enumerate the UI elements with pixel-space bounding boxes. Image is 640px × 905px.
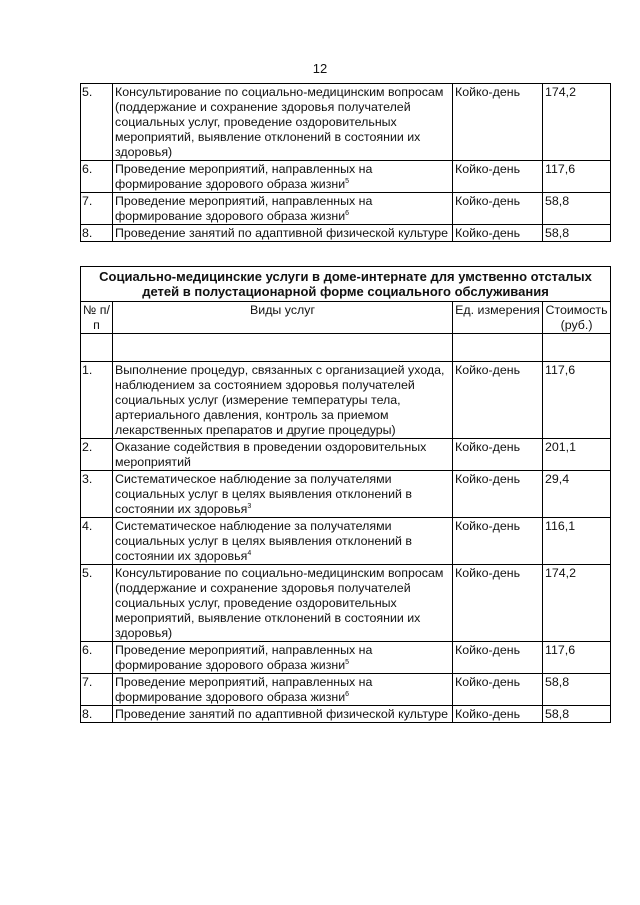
cell-price: 29,4 bbox=[543, 471, 611, 518]
cell-price: 174,2 bbox=[543, 84, 611, 161]
cell-price: 116,1 bbox=[543, 518, 611, 565]
cell-num: 1. bbox=[81, 362, 113, 439]
cell-service-name: Выполнение процедур, связанных с организацией ухода, наблюдением за состоянием здоровья получателей социальных услуг (измерение температуры тела, артериального давления, контроль за приемом лекарственных препаратов и другие процедуры) bbox=[113, 362, 453, 439]
cell-price: 117,6 bbox=[543, 161, 611, 193]
cell-unit: Койко-день bbox=[453, 439, 543, 471]
cell-unit: Койко-день bbox=[453, 84, 543, 161]
cell-unit: Койко-день bbox=[453, 471, 543, 518]
cell-num: 7. bbox=[81, 193, 113, 225]
table-row bbox=[81, 642, 611, 674]
cell-price: 117,6 bbox=[543, 642, 611, 674]
cell-price: 58,8 bbox=[543, 193, 611, 225]
cell-unit: Койко-день bbox=[453, 161, 543, 193]
page-number: 12 bbox=[312, 61, 328, 76]
cell-price: 58,8 bbox=[543, 706, 611, 723]
cell-service-name: Проведение мероприятий, направленных на формирование здорового образа жизни$^6$ bbox=[113, 193, 453, 225]
cell-num: 2. bbox=[81, 439, 113, 471]
services-table-day-care bbox=[80, 266, 611, 723]
cell-num: 4. bbox=[81, 518, 113, 565]
table-row bbox=[81, 706, 611, 723]
footnote-marker: 6 bbox=[345, 690, 350, 698]
cell-service-name: Проведение мероприятий, направленных на формирование здорового образа жизни$^5$ bbox=[113, 642, 453, 674]
cell-price: 174,2 bbox=[543, 565, 611, 642]
cell-service-name: Консультирование по социально-медицинским вопросам (поддержание и сохранение здоровья получателей социальных услуг, проведение оздоровительных мероприятий, выявление отклонений в состоянии их здоровья) bbox=[113, 565, 453, 642]
table-row bbox=[81, 193, 611, 225]
footnote-marker: 4 bbox=[247, 549, 252, 557]
header-unit: Ед. измерения bbox=[453, 302, 543, 334]
cell-num: 3. bbox=[81, 471, 113, 518]
cell-unit: Койко-день bbox=[453, 565, 543, 642]
header-price: Стоимость (руб.) bbox=[543, 302, 611, 334]
cell-price: 201,1 bbox=[543, 439, 611, 471]
cell-num: 6. bbox=[81, 161, 113, 193]
table-header-row bbox=[81, 302, 611, 334]
table-row bbox=[81, 518, 611, 565]
cell-num: 8. bbox=[81, 706, 113, 723]
cell-service-name: Систематическое наблюдение за получателями социальных услуг в целях выявления отклонений в состоянии их здоровья$^4$ bbox=[113, 518, 453, 565]
cell-num: 5. bbox=[81, 84, 113, 161]
cell-service-name: Проведение занятий по адаптивной физической культуре bbox=[113, 225, 453, 242]
table-row bbox=[81, 674, 611, 706]
cell-service-name: Консультирование по социально-медицинским вопросам (поддержание и сохранение здоровья получателей социальных услуг, проведение оздоровительных мероприятий, выявление отклонений в состоянии их здоровья) bbox=[113, 84, 453, 161]
table-title-row bbox=[81, 267, 611, 302]
cell-num: 6. bbox=[81, 642, 113, 674]
cell-unit: Койко-день bbox=[453, 642, 543, 674]
cell-unit: Койко-день bbox=[453, 706, 543, 723]
cell-service-name: Проведение занятий по адаптивной физической культуре bbox=[113, 706, 453, 723]
cell-service-name: Систематическое наблюдение за получателями социальных услуг в целях выявления отклонений в состоянии их здоровья$^3$ bbox=[113, 471, 453, 518]
cell-unit: Койко-день bbox=[453, 674, 543, 706]
table-row bbox=[81, 161, 611, 193]
table-row bbox=[81, 84, 611, 161]
cell-num: 8. bbox=[81, 225, 113, 242]
footnote-marker: 5 bbox=[345, 658, 350, 666]
cell-price: 58,8 bbox=[543, 225, 611, 242]
header-name: Виды услуг bbox=[113, 302, 453, 334]
cell-price: 117,6 bbox=[543, 362, 611, 439]
cell-price: 58,8 bbox=[543, 674, 611, 706]
footnote-marker: 3 bbox=[247, 502, 252, 510]
table-row bbox=[81, 225, 611, 242]
footnote-marker: 5 bbox=[345, 177, 350, 185]
cell-unit: Койко-день bbox=[453, 193, 543, 225]
cell-num: 7. bbox=[81, 674, 113, 706]
cell-num: 5. bbox=[81, 565, 113, 642]
services-table-continued bbox=[80, 83, 611, 242]
table-spacer-row bbox=[81, 334, 611, 362]
header-num: № п/п bbox=[81, 302, 113, 334]
table-row bbox=[81, 565, 611, 642]
table-row bbox=[81, 439, 611, 471]
cell-service-name: Проведение мероприятий, направленных на формирование здорового образа жизни$^5$ bbox=[113, 161, 453, 193]
cell-service-name: Оказание содействия в проведении оздоровительных мероприятий bbox=[113, 439, 453, 471]
cell-service-name: Проведение мероприятий, направленных на формирование здорового образа жизни$^6$ bbox=[113, 674, 453, 706]
table-row bbox=[81, 471, 611, 518]
table-title: Социально-медицинские услуги в доме-интернате для умственно отсталых детей в полустационарной форме социального обслуживания bbox=[81, 267, 611, 302]
cell-unit: Койко-день bbox=[453, 225, 543, 242]
footnote-marker: 6 bbox=[345, 209, 350, 217]
table-row bbox=[81, 362, 611, 439]
cell-unit: Койко-день bbox=[453, 362, 543, 439]
cell-unit: Койко-день bbox=[453, 518, 543, 565]
